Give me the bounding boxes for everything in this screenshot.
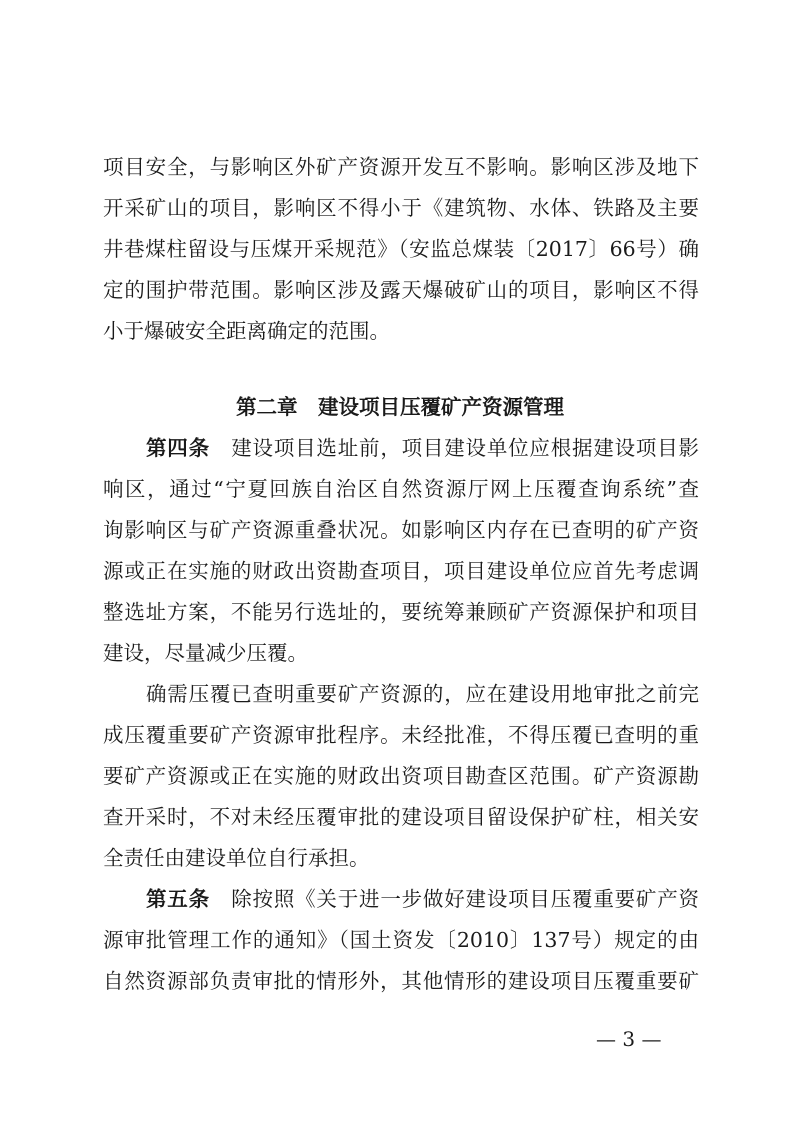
paragraph-line: 小于爆破安全距离确定的范围。 xyxy=(103,319,390,343)
paragraph-line: 建设，尽量减少压覆。 xyxy=(103,641,308,665)
paragraph-line: 项目安全，与影响区外矿产资源开发互不影响。影响区涉及地下 xyxy=(103,155,699,179)
article-4-text: 建设项目选址前，项目建设单位应根据建设项目影 xyxy=(231,436,700,460)
article-5-label: 第五条 xyxy=(146,887,210,911)
article-4-label: 第四条 xyxy=(146,436,210,460)
paragraph-line: 整选址方案，不能另行选址的，要统筹兼顾矿产资源保护和项目 xyxy=(103,600,699,624)
paragraph-line: 开采矿山的项目，影响区不得小于《建筑物、水体、铁路及主要 xyxy=(103,196,699,220)
paragraph-line: 查开采时，不对未经压覆审批的建设项目留设保护矿柱，相关安 xyxy=(103,805,699,829)
paragraph-line: 确需压覆已查明重要矿产资源的，应在建设用地审批之前完 xyxy=(146,682,699,706)
paragraph-line: 井巷煤柱留设与压煤开采规范》（安监总煤装〔2017〕66号）确 xyxy=(103,237,699,261)
paragraph-line: 要矿产资源或正在实施的财政出资项目勘查区范围。矿产资源勘 xyxy=(103,764,699,788)
paragraph-line: 源或正在实施的财政出资勘查项目，项目建设单位应首先考虑调 xyxy=(103,559,699,583)
paragraph-line: 全责任由建设单位自行承担。 xyxy=(103,846,370,870)
paragraph-line: 询影响区与矿产资源重叠状况。如影响区内存在已查明的矿产资 xyxy=(103,518,699,542)
article-5-text: 除按照《关于进一步做好建设项目压覆重要矿产资 xyxy=(231,887,700,911)
paragraph-line: 响区，通过“宁夏回族自治区自然资源厅网上压覆查询系统”查 xyxy=(103,477,699,501)
paragraph-line: 成压覆重要矿产资源审批程序。未经批准，不得压覆已查明的重 xyxy=(103,723,699,747)
article-5-first-line xyxy=(146,884,699,914)
paragraph-line: 自然资源部负责审批的情形外，其他情形的建设项目压覆重要矿 xyxy=(103,969,699,993)
chapter-heading: 第二章 建设项目压覆矿产资源管理 xyxy=(236,395,564,419)
paragraph-line: 定的围护带范围。影响区涉及露天爆破矿山的项目，影响区不得 xyxy=(103,278,699,302)
paragraph-line: 源审批管理工作的通知》（国土资发〔2010〕137号）规定的由 xyxy=(103,928,699,952)
article-4-first-line xyxy=(146,433,699,463)
page-number: — 3 — xyxy=(596,1027,662,1051)
